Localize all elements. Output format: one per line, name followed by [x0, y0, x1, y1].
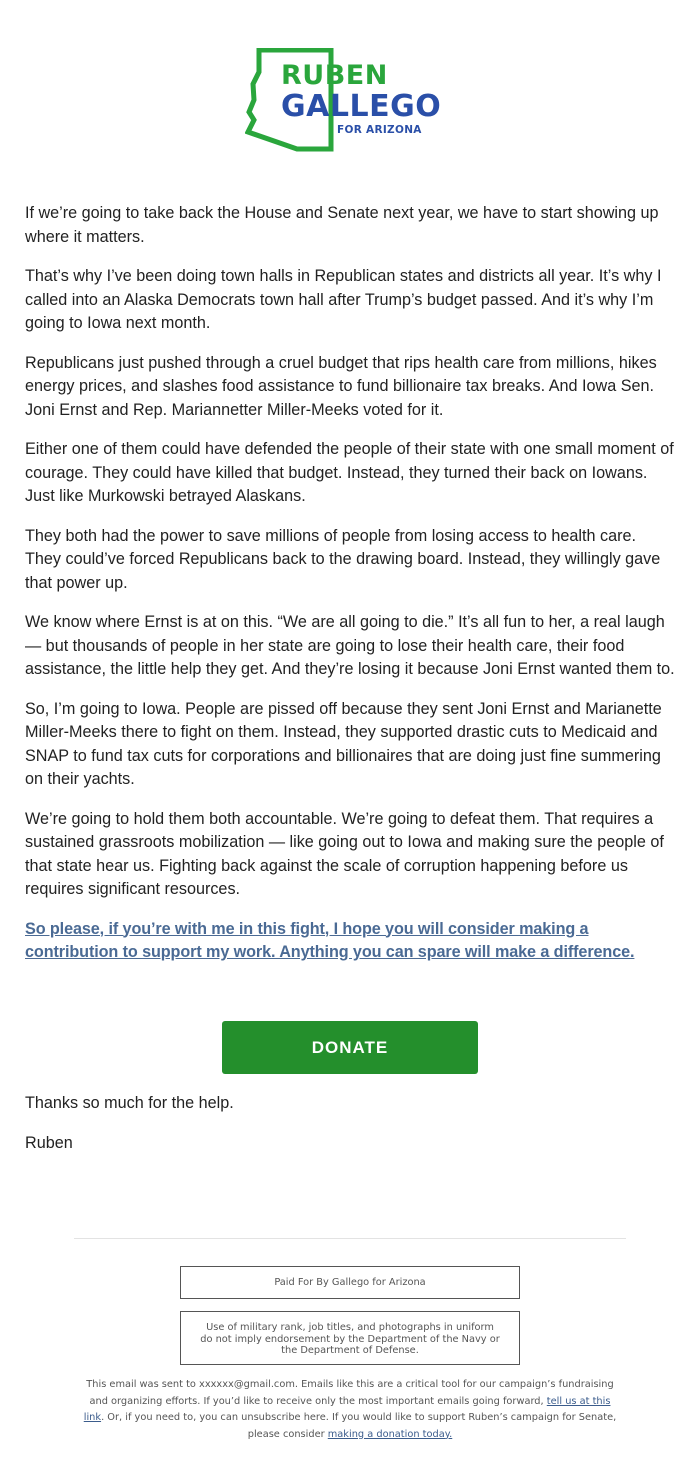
email-body: [25, 202, 675, 981]
donation-link[interactable]: making a donation today.: [327, 1428, 453, 1440]
disclaimer-box: Use of military rank, job titles, and photographs in uniform do not imply endorsement by the Department of the Navy or the Department of Defense.: [180, 1311, 520, 1365]
paragraph-4: Either one of them could have defended the people of their state with one small moment of courage. They could have killed that budget. Instead, they turned their back on Iowans. Just like Murkowski betrayed Alaskans.: [25, 440, 674, 505]
contribution-link[interactable]: So please, if you’re with me in this fight, I hope you will consider making a contribution to support my work. Anything you can spare will make a difference.: [25, 919, 635, 961]
logo-for-arizona: FOR ARIZONA: [337, 124, 422, 136]
paragraph-3: Republicans just pushed through a cruel budget that rips health care from millions, hikes energy prices, and slashes food assistance to fund billionaire tax breaks. And Iowa Sen. Joni Ernst and Rep. Mariannetter Miller-Meeks voted for it.: [25, 353, 657, 419]
preferences-link[interactable]: tell us at this link: [83, 1395, 611, 1423]
paragraph-1: If we’re going to take back the House and Senate next year, we have to start showing up where it matters.: [25, 204, 659, 246]
logo-gallego: GALLEGO: [281, 89, 442, 124]
footer-divider: [74, 1238, 626, 1239]
paragraph-6: We know where Ernst is at on this. “We are all going to die.” It’s all fun to her, a real laugh — but thousands of people in her state are going to lose their health care, their food assistance, the little help they get. And they’re losing it because Joni Ernst wanted them to.: [25, 613, 675, 678]
closing-thanks: Thanks so much for the help.: [25, 1094, 234, 1112]
campaign-logo[interactable]: [245, 48, 455, 152]
paid-for-box: Paid For By Gallego for Arizona: [180, 1266, 520, 1299]
donate-button[interactable]: DONATE: [222, 1021, 478, 1074]
paragraph-2: That’s why I’ve been doing town halls in Republican states and districts all year. It’s why I called into an Alaska Democrats town hall after Trump’s budget passed. And it’s why I’m going to Iowa next month.: [25, 267, 662, 332]
paragraph-7: So, I’m going to Iowa. People are pissed off because they sent Joni Ernst and Marianette Miller-Meeks there to fight on them. Instead, they supported drastic cuts to Medicaid and SNAP to fund tax cuts for corporations and billionaires that are doing just fine summering on their yachts.: [25, 699, 662, 788]
paragraph-8: We’re going to hold them both accountable. We’re going to defeat them. That requires a sustained grassroots mobilization — like going out to Iowa and making sure the people of that state hear us. Fighting back against the scale of corruption happening before us requires significant resources.: [25, 809, 664, 898]
logo-ruben: RUBEN: [281, 60, 388, 91]
paragraph-5: They both had the power to save millions of people from losing access to health care. They could’ve forced Republicans back to the drawing board. Instead, they willingly gave that power up.: [25, 526, 661, 592]
fine-print-part-2: . Or, if you need to, you can unsubscribe here. If you would like to support Ruben’s campaign for Senate, please consider: [101, 1412, 617, 1440]
footer-fine-print: [80, 1377, 620, 1443]
signature: Ruben: [25, 1134, 73, 1152]
fine-print-part-1: This email was sent to xxxxxx@gmail.com. Emails like this are a critical tool for our campaign’s fundraising and organizing efforts. If you’d like to receive only the most important emails going forward,: [86, 1379, 614, 1407]
